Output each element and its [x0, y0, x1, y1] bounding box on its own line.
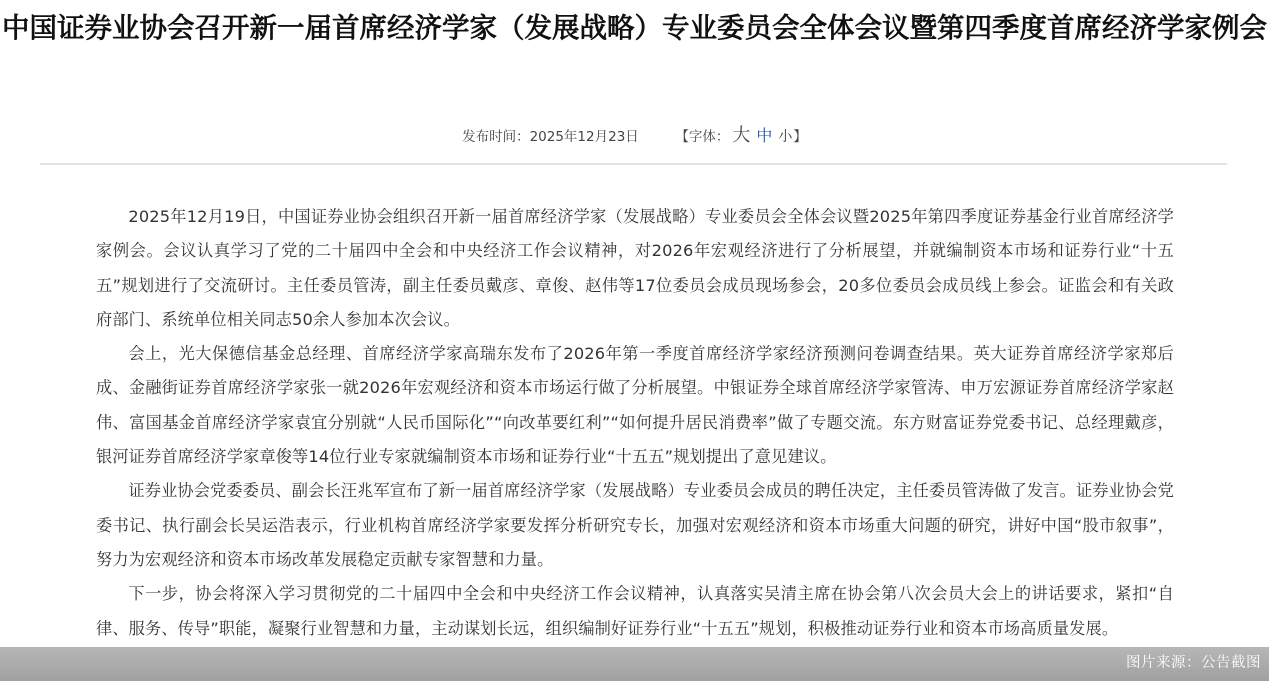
article-paragraph: 2025年12月19日，中国证券业协会组织召开新一届首席经济学家（发展战略）专业委员会全体会议暨2025年第四季度证券基金行业首席经济学家例会。会议认真学习了党的二十届四中全会和中央经济工作会议精神，对2026年宏观经济进行了分析展望，并就编制资本市场和证券行业“十五五”规划进行了交流研讨。主任委员管涛，副主任委员戴彦、章俊、赵伟等17位委员会成员现场参会，20多位委员会成员线上参会。证监会和有关政府部门、系统单位相关同志50余人参加本次会议。 [96, 207, 1174, 329]
font-size-bracket-close: 】 [793, 129, 807, 145]
image-source-caption: 图片来源：公告截图 [1126, 655, 1261, 671]
header-divider [40, 163, 1227, 165]
article-paragraph: 下一步，协会将深入学习贯彻党的二十届四中全会和中央经济工作会议精神，认真落实吴清主席在协会第八次会员大会上的讲话要求，紧扣“自律、服务、传导”职能，凝聚行业智慧和力量，主动谋划长远，组织编制好证券行业“十五五”规划，积极推动证券行业和资本市场高质量发展。 [96, 584, 1174, 638]
image-caption-overlay [0, 647, 1269, 681]
publish-date-label: 发布时间： [462, 129, 530, 145]
article-meta [0, 124, 1269, 149]
font-size-small-button[interactable]: 小 [778, 129, 793, 145]
article-body [96, 200, 1174, 646]
article-title: 中国证券业协会召开新一届首席经济学家（发展战略）专业委员会全体会议暨第四季度首席经济学家例会 [2, 12, 1267, 44]
font-size-label: 【字体： [675, 129, 730, 145]
font-size-medium-button[interactable]: 中 [756, 126, 773, 145]
font-size-switcher [675, 125, 807, 146]
font-size-large-button[interactable]: 大 [732, 125, 751, 146]
publish-date: 2025年12月23日 [529, 129, 639, 145]
article-paragraph: 证券业协会党委委员、副会长汪兆军宣布了新一届首席经济学家（发展战略）专业委员会成员的聘任决定，主任委员管涛做了发言。证券业协会党委书记、执行副会长吴运浩表示，行业机构首席经济学家要发挥分析研究专长，加强对宏观经济和资本市场重大问题的研究，讲好中国“股市叙事”，努力为宏观经济和资本市场改革发展稳定贡献专家智慧和力量。 [96, 481, 1174, 569]
article-paragraph: 会上，光大保德信基金总经理、首席经济学家高瑞东发布了2026年第一季度首席经济学家经济预测问卷调查结果。英大证券首席经济学家郑后成、金融街证券首席经济学家张一就2026年宏观经济和资本市场运行做了分析展望。中银证券全球首席经济学家管涛、申万宏源证券首席经济学家赵伟、富国基金首席经济学家袁宜分别就“人民币国际化”“向改革要红利”“如何提升居民消费率”做了专题交流。东方财富证券党委书记、总经理戴彦，银河证券首席经济学家章俊等14位行业专家就编制资本市场和证券行业“十五五”规划提出了意见建议。 [96, 344, 1174, 467]
